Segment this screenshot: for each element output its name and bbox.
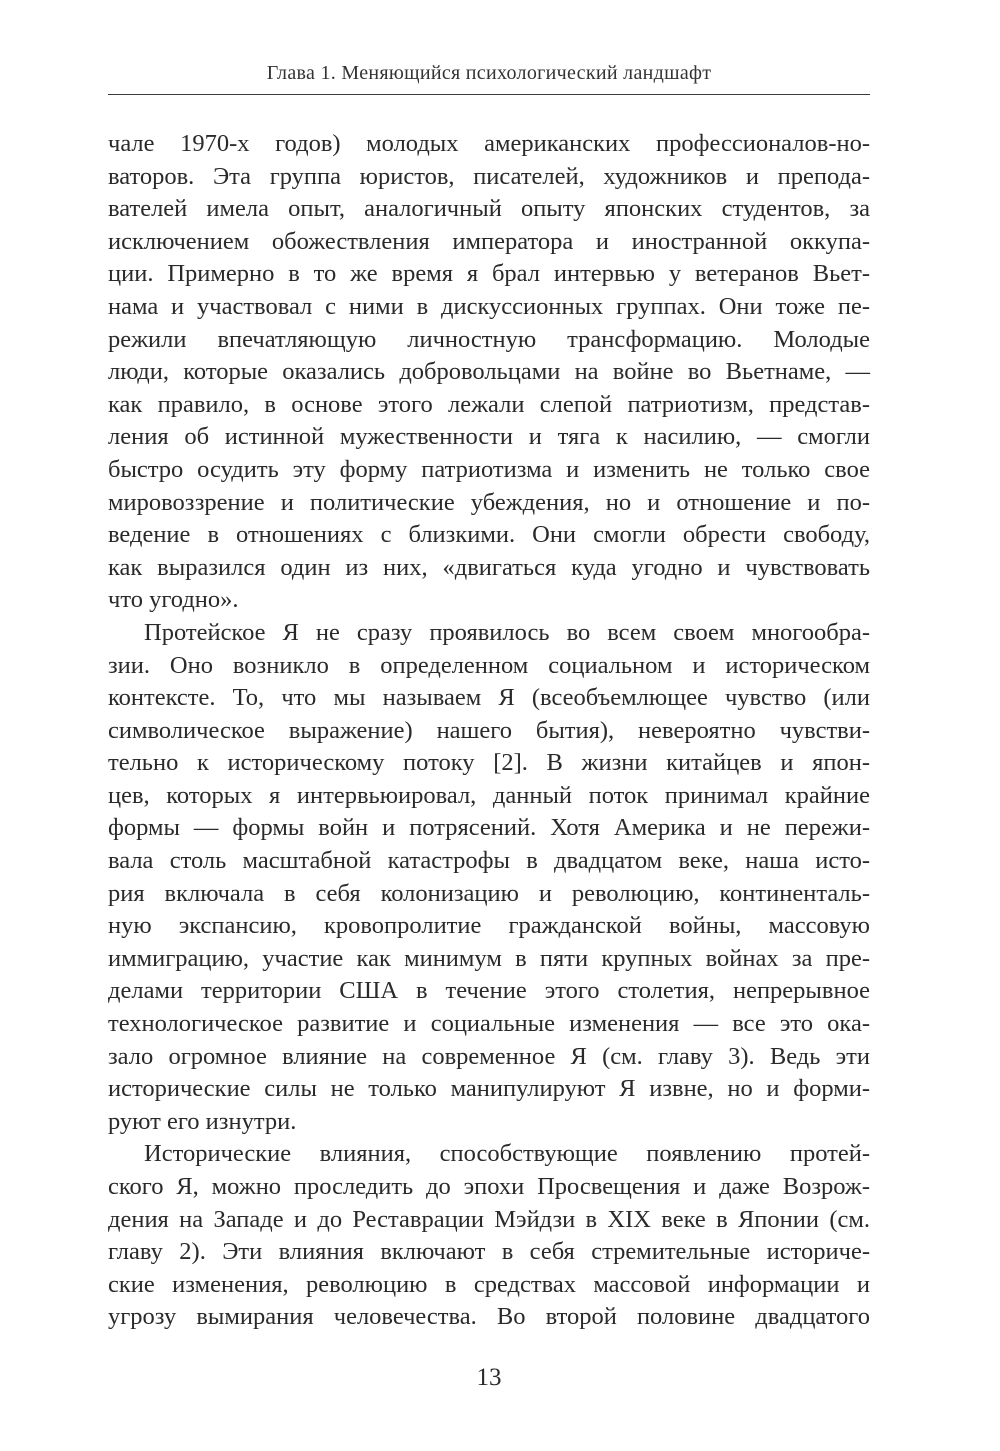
text-line: дения на Западе и до Реставрации Мэйдзи в XIX веке в Японии (см. (108, 1205, 870, 1233)
text-line: как правило, в основе этого лежали слепой патриотизм, представ- (108, 390, 870, 418)
running-head-title: Глава 1. Меняющийся психологический ландшафт (266, 62, 712, 84)
text-line: нама и участвовал с ними в дискуссионных группах. Они тоже пе- (108, 292, 870, 320)
text-line: руют его изнутри. (108, 1107, 297, 1135)
text-line: ную экспансию, кровопролитие гражданской войны, массовую (108, 912, 870, 940)
text-line: вателей имела опыт, аналогичный опыту японских студентов, за (108, 195, 870, 223)
text-line: цев, которых я интервьюировал, данный поток принимал крайние (108, 781, 870, 809)
text-line: главу 2). Эти влияния включают в себя стремительные историче- (108, 1238, 870, 1266)
text-line: ления об истинной мужественности и тяга к насилию, — смогли (108, 423, 870, 451)
text-line: ского Я, можно проследить до эпохи Просвещения и даже Возрож- (108, 1173, 870, 1200)
text-line: тельно к историческому потоку [2]. В жизни китайцев и япон- (108, 749, 870, 777)
text-line: мировоззрение и политические убеждения, но и отношение и по- (108, 488, 870, 516)
text-line: делами территории США в течение этого столетия, непрерывное (108, 977, 870, 1005)
text-line: что угодно». (108, 586, 239, 614)
text-line: исторические силы не только манипулируют Я извне, но и форми- (108, 1075, 870, 1103)
text-line: формы — формы войн и потрясений. Хотя Америка и не пережи- (108, 814, 870, 842)
text-line: символическое выражение) нашего бытия), невероятно чувстви- (108, 716, 870, 744)
text-line: рия включала в себя колонизацию и революцию, континенталь- (108, 879, 870, 907)
text-line: ваторов. Эта группа юристов, писателей, художников и препода- (108, 162, 870, 190)
text-line: люди, которые оказались добровольцами на войне во Вьетнаме, — (108, 358, 870, 386)
text-line: Исторические влияния, способствующие появлению протей- (144, 1140, 870, 1168)
paragraph (108, 617, 870, 1139)
text-line: иммиграцию, участие как минимум в пяти крупных войнах за пре- (108, 944, 870, 972)
paragraph (108, 1138, 870, 1334)
paragraph (108, 128, 870, 617)
text-line: как выразился один из них, «двигаться куда угодно и чувствовать (108, 553, 870, 581)
text-line: ведение в отношениях с близкими. Они смогли обрести свободу, (108, 521, 870, 549)
text-line: зии. Оно возникло в определенном социальном и историческом (108, 651, 870, 679)
text-line: ские изменения, революцию в средствах массовой информации и (108, 1270, 870, 1298)
page-number: 13 (476, 1364, 502, 1391)
text-line: чале 1970-х годов) молодых американских профессионалов-но- (108, 130, 870, 157)
text-line: ции. Примерно в то же время я брал интервью у ветеранов Вьет- (108, 260, 870, 288)
text-line: исключением обожествления императора и иностранной оккупа- (108, 227, 870, 255)
text-line: зало огромное влияние на современное Я (см. главу 3). Ведь эти (108, 1042, 870, 1070)
text-line: быстро осудить эту форму патриотизма и изменить не только свое (108, 455, 870, 483)
text-line: контексте. То, что мы называем Я (всеобъемлющее чувство (или (108, 684, 870, 712)
body-text (108, 128, 870, 1334)
text-line: Протейское Я не сразу проявилось во всем своем многообра- (144, 618, 870, 646)
header-rule (108, 94, 870, 95)
text-line: вала столь масштабной катастрофы в двадцатом веке, наша исто- (108, 847, 870, 875)
text-line: технологическое развитие и социальные изменения — все это ока- (108, 1010, 870, 1038)
text-line: режили впечатляющую личностную трансформацию. Молодые (108, 325, 870, 353)
text-line: угрозу вымирания человечества. Во второй половине двадцатого (108, 1303, 870, 1331)
